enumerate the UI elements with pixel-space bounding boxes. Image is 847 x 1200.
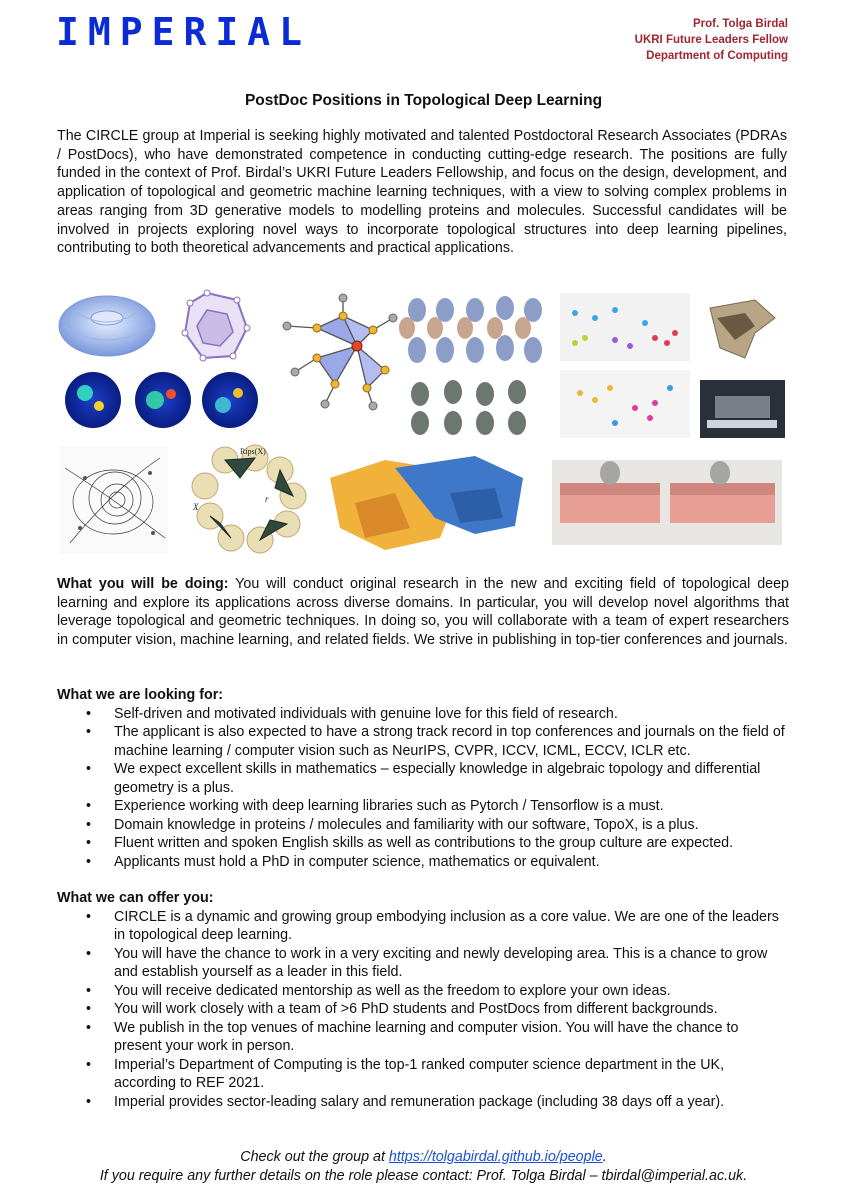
list-item: • Domain knowledge in proteins / molecules and familiarity with our software, TopoX, is a plus.: [86, 816, 699, 833]
bullet: •: [86, 705, 92, 722]
bullet: •: [86, 798, 92, 814]
offer-heading: What we can offer you:: [57, 890, 214, 906]
doing-heading: What you will be doing:: [57, 576, 229, 592]
bullet: •: [86, 945, 92, 962]
author-name: Prof. Tolga Birdal: [693, 18, 788, 30]
list-item: • Imperial provides sector-leading salary and remuneration package (including 38 days off a year).: [86, 1093, 725, 1110]
simplicial-complex-image: [283, 294, 397, 410]
list-item: • Experience working with deep learning libraries such as Pytorch / Tensorflow is a must.: [86, 798, 664, 814]
bullet: •: [86, 816, 92, 833]
list-item: • Fluent written and spoken English skills as well as contributions to the group culture are expected.: [86, 835, 734, 851]
bullet: •: [86, 853, 92, 870]
voxel-scene-image: [330, 456, 523, 550]
footer-line-1: Check out the group at https://tolgabirdal.github.io/people.: [240, 1149, 607, 1165]
bullet: •: [86, 1019, 92, 1036]
bullet: •: [86, 908, 92, 925]
rips-complex-image: [192, 445, 306, 553]
bullet: •: [86, 724, 92, 740]
looking-heading: What we are looking for:: [57, 687, 224, 703]
heatmap-disc-images: [65, 372, 258, 428]
bullet: •: [86, 982, 92, 999]
polyhedron-image: [182, 290, 250, 361]
research-figure-collage: [55, 288, 790, 558]
sofa-render-images: [552, 460, 782, 545]
group-people-link[interactable]: https://tolgabirdal.github.io/people: [388, 1149, 603, 1165]
author-department: Department of Computing: [646, 50, 788, 62]
doing-section: [57, 575, 789, 649]
looking-section: [57, 686, 789, 871]
attractor-swirl-image: [60, 446, 168, 554]
point-cloud-scenes-image: [560, 293, 690, 438]
bullet: •: [86, 1001, 92, 1017]
bullet: •: [86, 835, 92, 851]
r-label: r: [265, 494, 269, 504]
imperial-logo: IMPERIAL: [56, 10, 312, 54]
footer-contact-line: If you require any further details on the role please contact: Prof. Tolga Birdal – tbirdal@imperial.ac.uk.: [99, 1167, 748, 1184]
list-item: • Applicants must hold a PhD in computer science, mathematics or equivalent.: [86, 853, 600, 870]
human-body-meshes-image: [399, 293, 545, 373]
list-item: • Self-driven and motivated individuals with genuine love for this field of research.: [86, 705, 618, 722]
list-item: • The applicant is also expected to have a strong track record in top conferences and journals on the field of machine learning / computer vision such as NeurIPS, CVPR, ICCV, ICML, ECCV, ICLR etc.: [86, 724, 785, 759]
page-title: PostDoc Positions in Topological Deep Learning: [244, 92, 603, 109]
bullet: •: [86, 761, 92, 777]
looking-list: [57, 705, 789, 872]
author-block: [635, 16, 788, 64]
list-item: • You will have the chance to work in a very exciting and newly developing area. This is a chance to grow and establish yourself as a leader in this field.: [86, 945, 768, 980]
torus-image: [59, 296, 155, 356]
offer-section: [57, 889, 789, 1111]
hand-meshes-image: [411, 380, 526, 435]
list-item: • You will work closely with a team of >6 PhD students and PostDocs from different backgrounds.: [86, 1001, 718, 1017]
author-role: UKRI Future Leaders Fellow: [634, 34, 788, 46]
x-label: X: [193, 502, 199, 512]
list-item: • CIRCLE is a dynamic and growing group embodying inclusion as a core value. We are one of the leaders in topological deep learning.: [86, 908, 779, 943]
footer: [0, 1148, 847, 1185]
rips-label: Rips(X): [240, 447, 266, 456]
list-item: • You will receive dedicated mentorship as well as the freedom to explore your own ideas.: [86, 982, 671, 999]
doing-text: You will conduct original research in the new and exciting field of topological deep learning and explore its applications across diverse domains. In particular, you will develop novel algorithms that leverage topological and geometric techniques. In doing so, you will collaborate with a team of expert researchers in computer vision, machine learning, and related fields. We strive in publishing in top-tier conferences and journals.: [57, 576, 789, 648]
bullet: •: [86, 1056, 92, 1073]
offer-list: [57, 908, 789, 1112]
bullet: •: [86, 1093, 92, 1110]
list-item: • We publish in the top venues of machine learning and computer vision. You will have the chance to present your work in person.: [86, 1019, 739, 1054]
list-item: • We expect excellent skills in mathematics – especially knowledge in algebraic topology and differential geometry is a plus.: [86, 761, 761, 796]
intro-paragraph: The CIRCLE group at Imperial is seeking highly motivated and talented Postdoctoral Research Associates (PDRAs / PostDocs), who have demonstrated competence in conducting cutting-edge research. The positions are fully funded in the context of Prof. Birdal’s UKRI Future Leaders Fellowship, and focus on the design, development, and application of topological and geometric machine learning techniques, with a view to solving complex problems in areas ranging from 3D generative models to modelling proteins and molecules. Successful candidates will be involved in projects exploring novel ways to incorporate topological structures into deep learning pipelines, contributing to both theoretical advancements and practical applications.: [57, 128, 787, 257]
room-3d-images: [700, 293, 785, 438]
list-item: • Imperial’s Department of Computing is the top-1 ranked computer science department in the UK, according to REF 2021.: [86, 1056, 725, 1091]
